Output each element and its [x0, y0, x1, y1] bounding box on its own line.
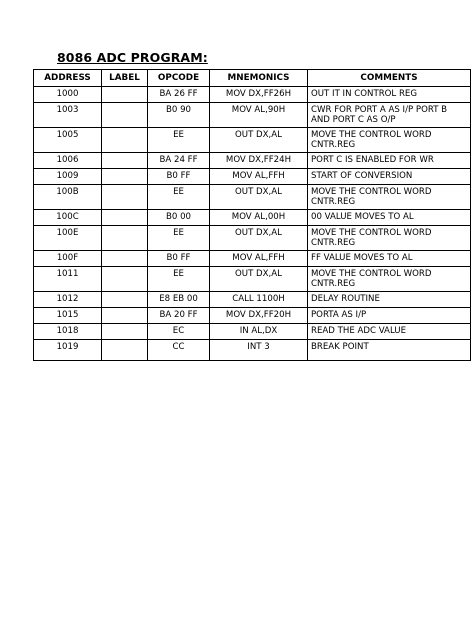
mnemonic-cell: MOV AL,FFH	[210, 251, 308, 267]
address-cell: 1006	[34, 153, 102, 169]
address-cell: 100C	[34, 210, 102, 226]
header-comments: COMMENTS	[308, 70, 471, 87]
opcode-cell: EE	[148, 128, 210, 153]
table-header-row	[34, 70, 471, 87]
mnemonic-cell: MOV AL,FFH	[210, 169, 308, 185]
label-cell	[102, 251, 148, 267]
table-row	[34, 324, 471, 340]
address-cell: 1005	[34, 128, 102, 153]
table-row	[34, 185, 471, 210]
comment-cell: OUT IT IN CONTROL REG	[308, 87, 471, 103]
mnemonic-cell: IN AL,DX	[210, 324, 308, 340]
label-cell	[102, 128, 148, 153]
label-cell	[102, 103, 148, 128]
comment-cell: MOVE THE CONTROL WORD CNTR.REG	[308, 267, 471, 292]
mnemonic-cell: OUT DX,AL	[210, 128, 308, 153]
page-title: 8086 ADC PROGRAM:	[57, 50, 208, 65]
table-row	[34, 292, 471, 308]
mnemonic-cell: OUT DX,AL	[210, 185, 308, 210]
table-row	[34, 340, 471, 361]
label-cell	[102, 226, 148, 251]
address-cell: 1012	[34, 292, 102, 308]
comment-cell: READ THE ADC VALUE	[308, 324, 471, 340]
mnemonic-cell: CALL 1100H	[210, 292, 308, 308]
label-cell	[102, 308, 148, 324]
opcode-cell: B0 FF	[148, 169, 210, 185]
label-cell	[102, 169, 148, 185]
table-row	[34, 153, 471, 169]
label-cell	[102, 340, 148, 361]
label-cell	[102, 87, 148, 103]
header-mnemonics: MNEMONICS	[210, 70, 308, 87]
opcode-cell: CC	[148, 340, 210, 361]
comment-cell: MOVE THE CONTROL WORD CNTR.REG	[308, 128, 471, 153]
comment-cell: PORTA AS I/P	[308, 308, 471, 324]
table-row	[34, 226, 471, 251]
label-cell	[102, 324, 148, 340]
address-cell: 1015	[34, 308, 102, 324]
table-row	[34, 169, 471, 185]
mnemonic-cell: OUT DX,AL	[210, 267, 308, 292]
label-cell	[102, 292, 148, 308]
address-cell: 1000	[34, 87, 102, 103]
label-cell	[102, 153, 148, 169]
opcode-cell: BA 24 FF	[148, 153, 210, 169]
header-address: ADDRESS	[34, 70, 102, 87]
comment-cell: MOVE THE CONTROL WORD CNTR.REG	[308, 226, 471, 251]
address-cell: 1018	[34, 324, 102, 340]
address-cell: 1009	[34, 169, 102, 185]
comment-cell: DELAY ROUTINE	[308, 292, 471, 308]
opcode-cell: BA 20 FF	[148, 308, 210, 324]
mnemonic-cell: MOV AL,00H	[210, 210, 308, 226]
opcode-cell: EE	[148, 185, 210, 210]
label-cell	[102, 210, 148, 226]
comment-cell: PORT C IS ENABLED FOR WR	[308, 153, 471, 169]
label-cell	[102, 267, 148, 292]
mnemonic-cell: MOV DX,FF24H	[210, 153, 308, 169]
table-row	[34, 308, 471, 324]
table-row	[34, 128, 471, 153]
table-row	[34, 103, 471, 128]
comment-cell: FF VALUE MOVES TO AL	[308, 251, 471, 267]
address-cell: 1011	[34, 267, 102, 292]
address-cell: 100E	[34, 226, 102, 251]
opcode-cell: B0 FF	[148, 251, 210, 267]
address-cell: 100B	[34, 185, 102, 210]
opcode-cell: BA 26 FF	[148, 87, 210, 103]
header-label: LABEL	[102, 70, 148, 87]
mnemonic-cell: INT 3	[210, 340, 308, 361]
opcode-cell: EE	[148, 267, 210, 292]
opcode-cell: B0 90	[148, 103, 210, 128]
opcode-cell: E8 EB 00	[148, 292, 210, 308]
header-opcode: OPCODE	[148, 70, 210, 87]
comment-cell: CWR FOR PORT A AS I/P PORT B AND PORT C AS O/P	[308, 103, 471, 128]
table-body	[34, 87, 471, 361]
label-cell	[102, 185, 148, 210]
mnemonic-cell: OUT DX,AL	[210, 226, 308, 251]
opcode-cell: B0 00	[148, 210, 210, 226]
mnemonic-cell: MOV DX,FF26H	[210, 87, 308, 103]
opcode-cell: EE	[148, 226, 210, 251]
mnemonic-cell: MOV DX,FF20H	[210, 308, 308, 324]
table-row	[34, 210, 471, 226]
comment-cell: MOVE THE CONTROL WORD CNTR.REG	[308, 185, 471, 210]
comment-cell: 00 VALUE MOVES TO AL	[308, 210, 471, 226]
opcode-cell: EC	[148, 324, 210, 340]
mnemonic-cell: MOV AL,90H	[210, 103, 308, 128]
comment-cell: START OF CONVERSION	[308, 169, 471, 185]
address-cell: 1003	[34, 103, 102, 128]
program-table	[33, 69, 471, 361]
comment-cell: BREAK POINT	[308, 340, 471, 361]
address-cell: 1019	[34, 340, 102, 361]
table-row	[34, 267, 471, 292]
table-row	[34, 87, 471, 103]
address-cell: 100F	[34, 251, 102, 267]
table-row	[34, 251, 471, 267]
